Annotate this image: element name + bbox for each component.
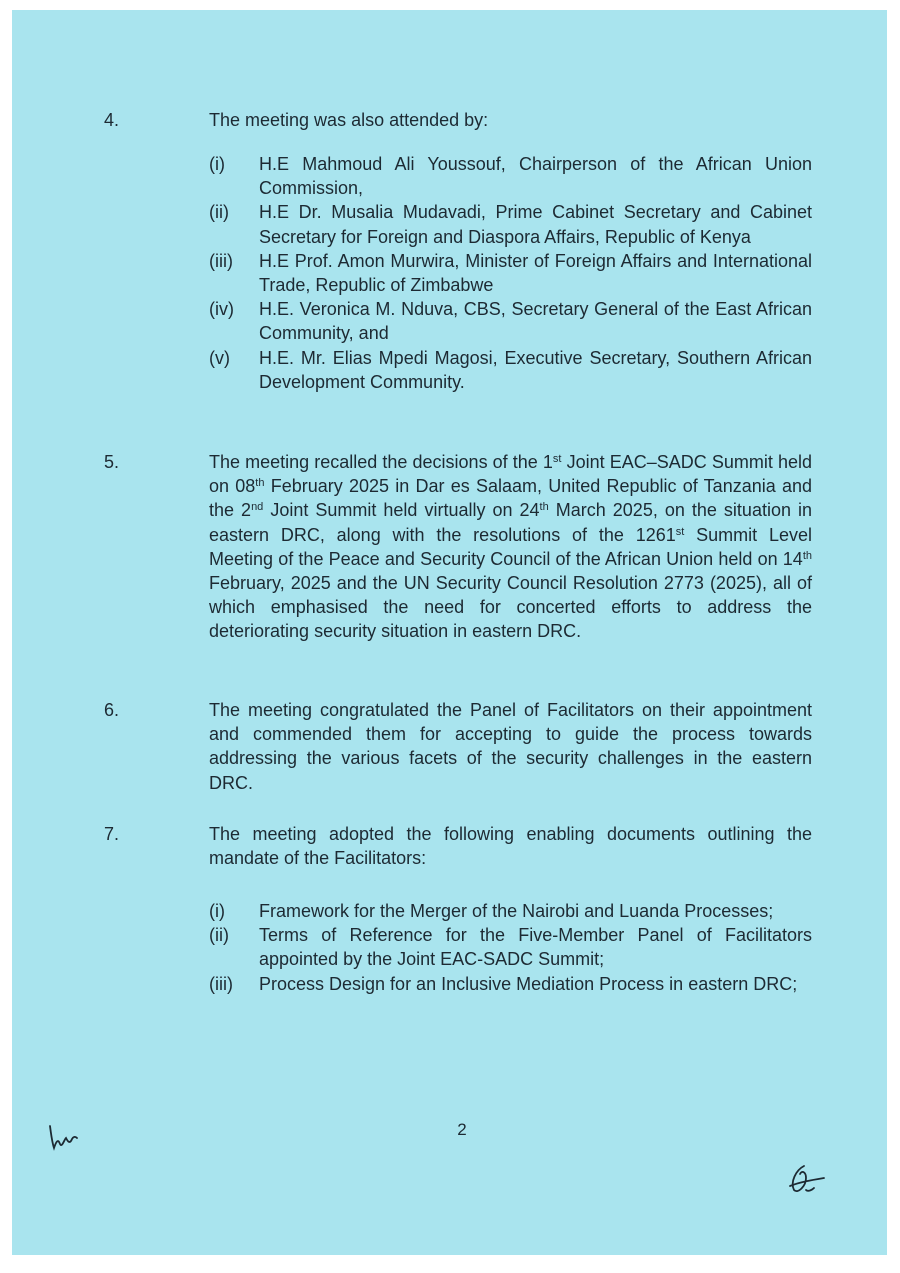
- list-item: [209, 249, 812, 297]
- item-label: (iii): [209, 250, 233, 271]
- text-run: March 2025, on the situation in eastern DRC, along with the resolutions of the 1261: [209, 500, 812, 545]
- paragraph-text: The meeting congratulated the Panel of Facilitators on their appointment and commended them for accepting to guide the process towards addressing the various facets of the security challenges in the eastern DRC.: [209, 700, 812, 793]
- list-item: [209, 899, 812, 923]
- item-text: H.E. Mr. Elias Mpedi Magosi, Executive Secretary, Southern African Development Community.: [259, 347, 812, 392]
- documents-list: [209, 899, 812, 996]
- paragraph-number: 5.: [104, 452, 120, 472]
- list-item: [209, 200, 812, 248]
- ordinal-suffix: th: [802, 549, 812, 562]
- item-text: H.E Dr. Musalia Mudavadi, Prime Cabinet Secretary and Cabinet Secretary for Foreign and Diaspora Affairs, Republic of Kenya: [259, 202, 812, 247]
- page-number: 2: [457, 1120, 467, 1139]
- item-label: (ii): [209, 925, 229, 946]
- initials-signature-left: [46, 1122, 90, 1152]
- item-label: (iii): [209, 973, 233, 994]
- paragraph-intro: The meeting adopted the following enabling documents outlining the mandate of the Facilitators:: [209, 824, 812, 869]
- paragraph-text: [209, 450, 812, 644]
- paragraph-number: 4.: [104, 110, 120, 130]
- ordinal-suffix: th: [539, 501, 549, 514]
- item-text: Framework for the Merger of the Nairobi and Luanda Processes;: [259, 901, 774, 921]
- list-item: [209, 346, 812, 394]
- text-run: Summit Level Meeting of the Peace and Security Council of the African Union held on 14: [209, 524, 812, 569]
- text-run: Joint EAC–SADC Summit held on 08: [209, 452, 812, 497]
- ordinal-suffix: st: [552, 453, 562, 465]
- initials-signature-right: [782, 1160, 830, 1198]
- item-text: H.E Mahmoud Ali Youssouf, Chairperson of the African Union Commission,: [259, 154, 812, 199]
- list-item: [209, 972, 812, 996]
- document-page: [12, 10, 887, 1255]
- list-item: [209, 923, 812, 971]
- paragraph-number: 7.: [104, 824, 120, 844]
- text-run: The meeting recalled the decisions of the 1: [209, 452, 553, 472]
- item-text: Terms of Reference for the Five-Member Panel of Facilitators appointed by the Joint EAC-SADC Summit;: [259, 925, 812, 970]
- item-label: (i): [209, 901, 225, 921]
- item-text: H.E Prof. Amon Murwira, Minister of Foreign Affairs and International Trade, Republic of Zimbabwe: [259, 250, 812, 296]
- item-label: (i): [209, 154, 225, 174]
- attendee-list: [209, 152, 812, 394]
- ordinal-suffix: st: [675, 525, 685, 538]
- ordinal-suffix: nd: [251, 501, 264, 514]
- paragraph-intro: The meeting was also attended by:: [209, 110, 489, 130]
- list-item: [209, 152, 812, 200]
- text-run: February 2025 in Dar es Salaam, United Republic of Tanzania and the 2: [209, 476, 812, 521]
- list-item: [209, 297, 812, 345]
- item-text: H.E. Veronica M. Nduva, CBS, Secretary General of the East African Community, and: [259, 299, 812, 344]
- paragraph-number: 6.: [104, 700, 120, 720]
- ordinal-suffix: th: [255, 477, 265, 490]
- text-run: February, 2025 and the UN Security Council Resolution 2773 (2025), all of which emphasised the need for concerted efforts to address the deteriorating security situation in eastern DRC.: [209, 573, 812, 642]
- item-label: (iv): [209, 299, 234, 320]
- text-run: Joint Summit held virtually on 24: [263, 500, 540, 521]
- item-label: (ii): [209, 202, 229, 223]
- item-label: (v): [209, 347, 230, 368]
- item-text: Process Design for an Inclusive Mediation Process in eastern DRC;: [259, 973, 798, 994]
